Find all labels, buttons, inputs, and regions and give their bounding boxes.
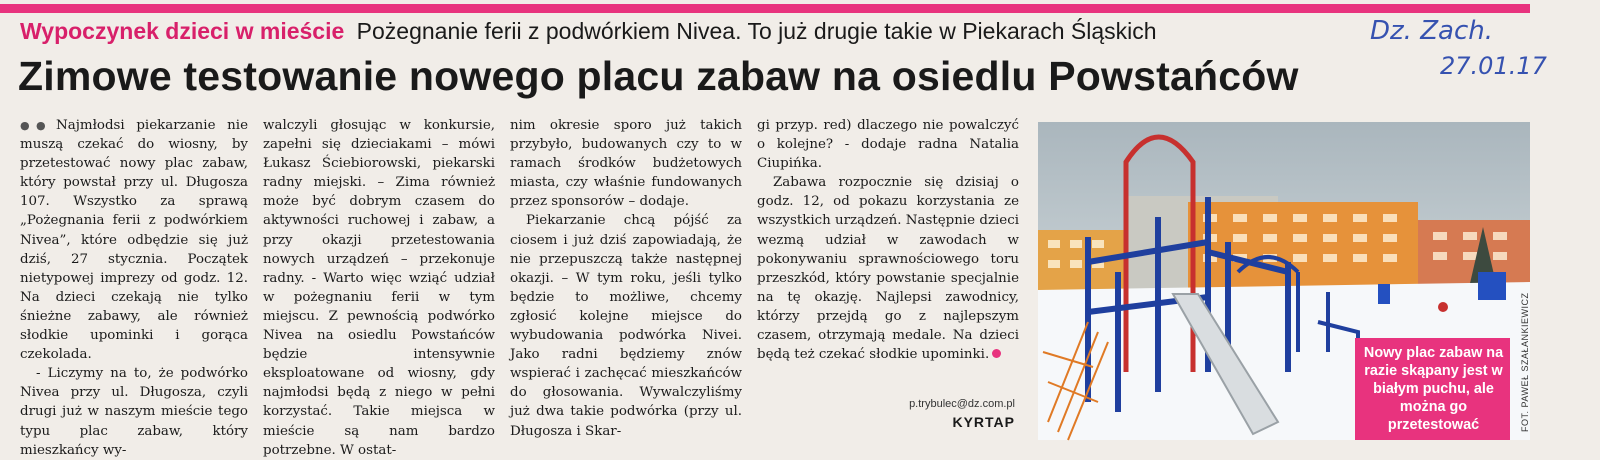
paragraph: gi przyp. red) dlaczego nie powalczyć o kolejne? - dodaje radna Natalia Ciupińka. xyxy=(757,118,1019,172)
paragraph: nim okresie sporo już takich przybyło, budowanych czy to w ramach środków budżetowych miasta, czy właśnie fundowanych przez sponsorów – dodaje. xyxy=(510,118,742,210)
text-column-3 xyxy=(510,116,742,446)
section-label: Wypoczynek dzieci w mieście xyxy=(20,18,345,44)
lead-dots-icon: ●● xyxy=(20,119,53,132)
paragraph: - Liczymy na to, że podwórko Nivea przy ul. Długosza, czyli drugi już w naszym mieście tego typu plac zabaw, który mieszkańcy wy- xyxy=(20,366,248,458)
kicker xyxy=(20,16,1340,46)
handwritten-date: 27.01.17 xyxy=(1440,52,1547,80)
subheadline: Pożegnanie ferii z podwórkiem Nivea. To już drugie takie w Piekarach Śląskich xyxy=(356,18,1157,44)
end-mark-icon xyxy=(992,349,1001,358)
article-body xyxy=(20,116,1020,458)
text-column-4 xyxy=(757,116,1019,396)
photo-credit: FOT. PAWEŁ SZAŁANKIEWICZ xyxy=(1520,292,1530,432)
paragraph: ●● Najmłodsi piekarzanie nie muszą czekać do wiosny, by przetestować nowy plac zabaw, który powstał przy ul. Długosza 107. Wszystko za sprawą „Pożegnania ferii z podwórkiem Nivea”, które odbędzie się już dziś, 27 stycznia. Początek nietypowej imprezy od godz. 12. Na dzieci czekają nie tylko śnieżne zabawy, ale również słodkie upominki i gorąca czekolada. xyxy=(20,118,248,363)
paragraph: walczyli głosując w konkursie, zapełni się dzieciakami – mówi Łukasz Ściebiorowski, piekarski radny miejski. – Zima również może być dobrym czasem do aktywności ruchowej i zabaw, a przy okazji przetestowania nowych urządzeń – przekonuje radny. - Warto więc wziąć udział w pożegnaniu ferii w tym miejscu. Z pewnością podwórko Nivea na osiedlu Powstańców będzie intensywnie eksploatowane od wiosny, gdy najmłodsi będą z niego w pełni korzystać. Takie miejsca w mieście są nam bardzo potrzebne. W ostat- xyxy=(263,118,495,458)
headline: Zimowe testowanie nowego placu zabaw na osiedlu Powstańców xyxy=(18,53,1299,99)
text-column-1 xyxy=(20,116,248,458)
paragraph: Zabawa rozpocznie się dzisiaj o godz. 12, od pokazu korzystania ze wszystkich urządzeń. Następnie dzieci wezmą udział w zawodach w pokonywaniu sprawnościowego toru przeszkód, który powstanie specjalnie na tę okazję. Najlepsi zawodnicy, którzy przejdą go z najlepszym czasem, otrzymają medale. Na dzieci będą też czekać słodkie upominki. xyxy=(757,175,1019,363)
top-rule xyxy=(0,4,1530,13)
photo-caption: Nowy plac zabaw na razie skąpany jest w białym puchu, ale można go przetestować xyxy=(1355,338,1510,440)
byline-email: p.trybulec@dz.com.pl xyxy=(909,398,1015,410)
paragraph: Piekarzanie chcą pójść za ciosem i już dziś zapowiadają, że nie przepuszczą także następnej okazji. – W tym roku, jeśli tylko będzie to możliwe, chcemy zgłosić kolejne miejsce do wybudowania podwórka Nivei. Jako radni będziemy znów wspierać i zachęcać mieszkańców do głosowania. Wywalczyliśmy już dwa takie podwórka (przy ul. Długosza i Skar- xyxy=(510,213,742,439)
byline-author: KYRTAP xyxy=(952,414,1015,430)
handwritten-source: Dz. Zach. xyxy=(1370,16,1493,46)
text-column-2 xyxy=(263,116,495,458)
